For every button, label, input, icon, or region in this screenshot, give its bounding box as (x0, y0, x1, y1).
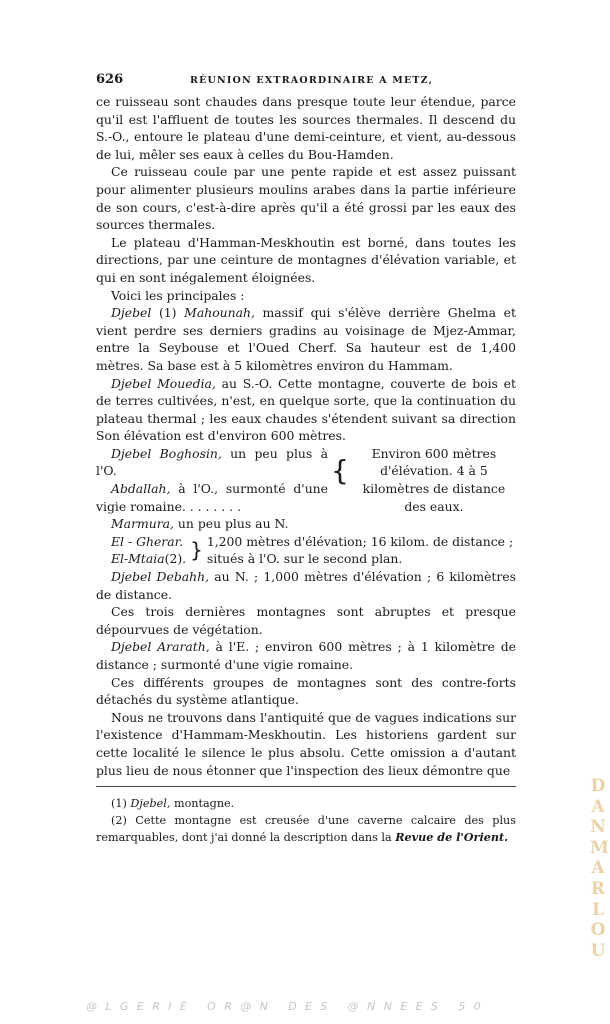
group-1-description: Environ 600 mètres d'élévation. 4 à 5 kilomètres de distance des eaux. (362, 445, 506, 514)
paragraph-1: ce ruisseau sont chaudes dans presque toute leur étendue, parce qu'il est l'affluent de toutes les sources thermales. Il descend du S.-O., entoure le plateau d'une demi-ceinture, et vient, au-dessous de lui, mêler ses eaux à celles du Bou-Hamden. (96, 94, 516, 162)
footnote-divider (96, 786, 516, 787)
mountain-name: Mahounah, (184, 305, 255, 321)
mountain-name: Abdallah, (111, 481, 171, 497)
bottom-watermark: @LGERIE OR@N DES @NNEES 50 (86, 1000, 490, 1013)
footnote-ref-2: (2). (164, 551, 187, 567)
page-content (96, 72, 516, 779)
mountain-name: Djebel Boghosin, (111, 445, 222, 461)
side-watermark: D A N M A R L O U (590, 776, 609, 961)
paragraph-9: Djebel Ararath, à l'E. ; environ 600 mètres ; à 1 kilomètre de distance ; surmonté d'une vigie romaine. (96, 639, 516, 672)
paragraph-5 (96, 304, 516, 374)
mountain-name: Djebel Ararath, (111, 639, 210, 655)
mountain-group-1 (96, 445, 516, 533)
mountain-name: Djebel Debahh, (111, 569, 210, 585)
mountain-name: Marmura, (111, 516, 174, 532)
paragraph-4: Voici les principales : (111, 287, 245, 303)
paragraph-5-text: massif qui s'élève derrière Ghelma et vient perdre ses derniers gradins au voisinage de Mjez-Ammar, entre la Seybouse et l'Oued Cherf. Sa hauteur est de 1,400 mètres. Sa base est à 5 kilomètres environ du Hammam. (96, 305, 516, 373)
group-2-names (96, 533, 186, 568)
footnote-2: (2) Cette montagne est creusée d'une caverne calcaire des plus remarquables, dont j'ai donné la description dans la Revue de l'Orient. (96, 814, 516, 844)
mountain-name: Djebel (111, 305, 152, 321)
brace: } (190, 537, 203, 562)
paragraph-8: Ces trois dernières montagnes sont abruptes et presque dépourvues de végétation. (96, 604, 516, 637)
paragraph-6 (96, 375, 516, 445)
paragraph-3: Le plateau d'Hamman-Meskhoutin est borné, dans toutes les directions, par une ceinture de montagnes d'élévation variable, et qui en sont inégalement éloignées. (96, 234, 516, 285)
group-2-description: 1,200 mètres d'élévation; 16 kilom. de distance ; situés à l'O. sur le second plan. (206, 533, 514, 567)
footnote-ref-1: (1) (158, 305, 177, 321)
mountain-group-2 (96, 533, 516, 568)
mountain-name: El - Gherar. (111, 533, 184, 549)
paragraph-2: Ce ruisseau coule par une pente rapide et est assez puissant pour alimenter plusieurs moulins arabes dans la partie inférieure de son cours, c'est-à-dire après qu'il a été grossi par les eaux des sources thermales. (96, 164, 516, 233)
running-title: RÉUNION EXTRAORDINAIRE A METZ, (190, 75, 434, 86)
mountain-name: Djebel Mouedia, (111, 375, 216, 391)
page-number: 626 (96, 72, 124, 87)
brace: { (331, 453, 349, 487)
group-1-names: Djebel Boghosin, un peu plus à l'O. Abdallah, à l'O., surmonté d'une vigie romaine. . . . . . . . Marmura, un peu plus au N. (96, 445, 328, 532)
paragraph-11: Nous ne trouvons dans l'antiquité que de vagues indications sur l'existence d'Hammam-Meskhoutin. Les historiens gardent sur cette localité le silence le plus absolu. Cette omission a d'autant plus lieu de nous étonner que l'inspection des lieux démontre que (96, 709, 516, 778)
mountain-name: El-Mtaia (111, 551, 165, 567)
footnotes (96, 795, 516, 846)
paragraph-7: Djebel Debahh, au N. ; 1,000 mètres d'élévation ; 6 kilomètres de distance. (96, 569, 516, 602)
paragraph-6-text: au S.-O. Cette montagne, couverte de bois et de terres cultivées, n'est, en quelque sorte, que la continuation du plateau thermal ; les eaux chaudes s'étendent suivant sa direction Son élévation est d'environ 600 mètres. (96, 375, 516, 444)
body-text (96, 93, 516, 779)
page-header (96, 72, 516, 87)
footnote-1: (1) Djebel, montagne. (111, 797, 235, 810)
paragraph-10: Ces différents groupes de montagnes sont des contre-forts détachés du système atlantique. (96, 674, 516, 708)
